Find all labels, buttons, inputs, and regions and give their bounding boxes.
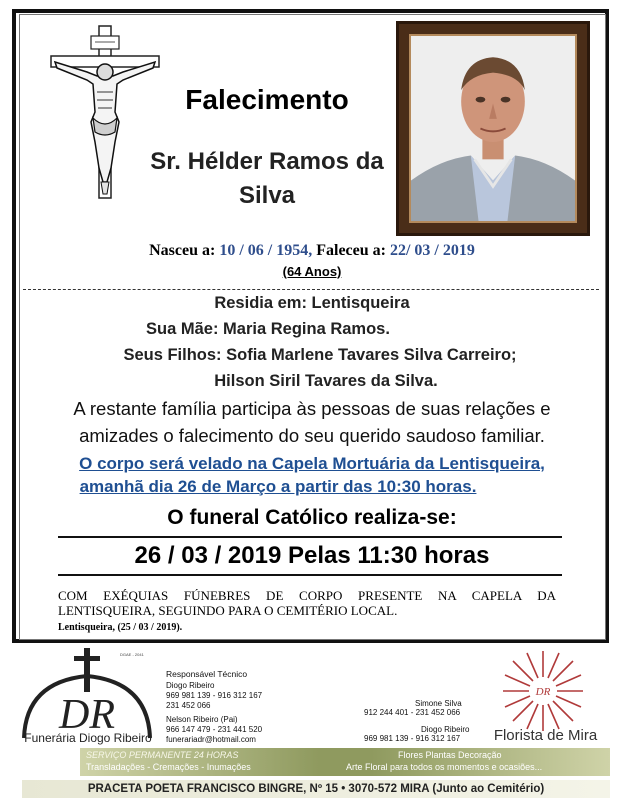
email[interactable]: funerariadr@hotmail.com (166, 735, 256, 744)
age-line (22, 264, 602, 279)
diogo2-name: Diogo Ribeiro (421, 725, 470, 734)
flowers-list: Flores Plantas Decoração (398, 750, 502, 760)
children-line-2: Hilson Siril Tavares da Silva. (214, 372, 438, 390)
mother-line: Sua Mãe: Maria Regina Ramos. (146, 320, 390, 338)
resp-label: Responsável Técnico (166, 669, 248, 679)
children-line-1: Seus Filhos: Sofia Marlene Tavares Silva Carreiro; (123, 346, 517, 364)
residence-line: Residia em: Lentisqueira (214, 294, 410, 312)
florista-flower-icon (498, 648, 588, 734)
resp-name: Diogo Ribeiro (166, 681, 215, 690)
resp-phones: 969 981 139 - 916 312 167 (166, 691, 263, 700)
portrait-icon (411, 36, 575, 221)
age-value: (64 Anos) (282, 264, 342, 279)
born-label: Nasceu a: (149, 242, 216, 259)
wake-line-1: O corpo será velado na Capela Mortuária da Lentisqueira, (79, 454, 545, 473)
message-line-1: A restante família participa às pessoas de suas relações e (73, 398, 551, 419)
deceased-photo-frame (396, 21, 590, 236)
dr-tiny-code: DGAE - 2041 (120, 652, 144, 657)
died-date: 22/ 03 / 2019 (389, 242, 475, 259)
florista-initials: DR (535, 686, 551, 698)
birth-death-dates (22, 242, 602, 260)
service-24h: SERVIÇO PERMANENTE 24 HORAS (86, 750, 239, 760)
funeral-heading: O funeral Católico realiza-se: (167, 506, 457, 529)
services-list: Transladações - Cremações - Inumações (86, 762, 251, 772)
dashed-divider (23, 289, 599, 290)
funeraria-logo-icon (18, 648, 158, 744)
floral-art: Arte Floral para todos os momentos e ocasiões... (346, 762, 543, 772)
nelson-phones: 966 147 479 - 231 441 520 (166, 725, 263, 734)
exequias-text: COM EXÉQUIAS FÚNEBRES DE CORPO PRESENTE NA CAPELA DA LENTISQUEIRA, SEGUINDO PARA O CEMITÉRIO LOCAL. (58, 588, 556, 618)
born-date: 10 / 06 / 1954, (219, 242, 313, 259)
florista-name: Florista de Mira (493, 727, 598, 744)
deceased-name-line1: Sr. Hélder Ramos da (150, 148, 384, 175)
dr-initials: DR (59, 692, 115, 738)
nelson-name: Nelson Ribeiro (Pai) (166, 715, 238, 724)
wake-line-2: amanhã dia 26 de Março a partir das 10:30 horas. (79, 477, 477, 496)
simone-name: Simone Silva (415, 699, 462, 708)
resp-phone2: 231 452 066 (166, 701, 211, 710)
funeraria-name: Funerária Diogo Ribeiro (24, 731, 152, 745)
diogo2-phones: 969 981 139 - 916 312 167 (364, 734, 461, 743)
funeral-datetime: 26 / 03 / 2019 Pelas 11:30 horas (134, 542, 490, 569)
address-bar: PRACETA POETA FRANCISCO BINGRE, Nº 15 • 3070-572 MIRA (Junto ao Cemitério) (22, 780, 610, 798)
funeral-rule-top (58, 536, 562, 538)
place-date: Lentisqueira, (25 / 03 / 2019). (58, 622, 183, 633)
obituary-title: Falecimento (185, 84, 349, 115)
message-line-2: amizades o falecimento do seu querido saudoso familiar. (79, 425, 545, 446)
deceased-name-line2: Silva (238, 182, 296, 209)
simone-phones: 912 244 401 - 231 452 066 (364, 708, 461, 717)
funeral-rule-bottom (58, 574, 562, 576)
died-label: Faleceu a: (316, 242, 386, 259)
deceased-photo (409, 34, 577, 223)
